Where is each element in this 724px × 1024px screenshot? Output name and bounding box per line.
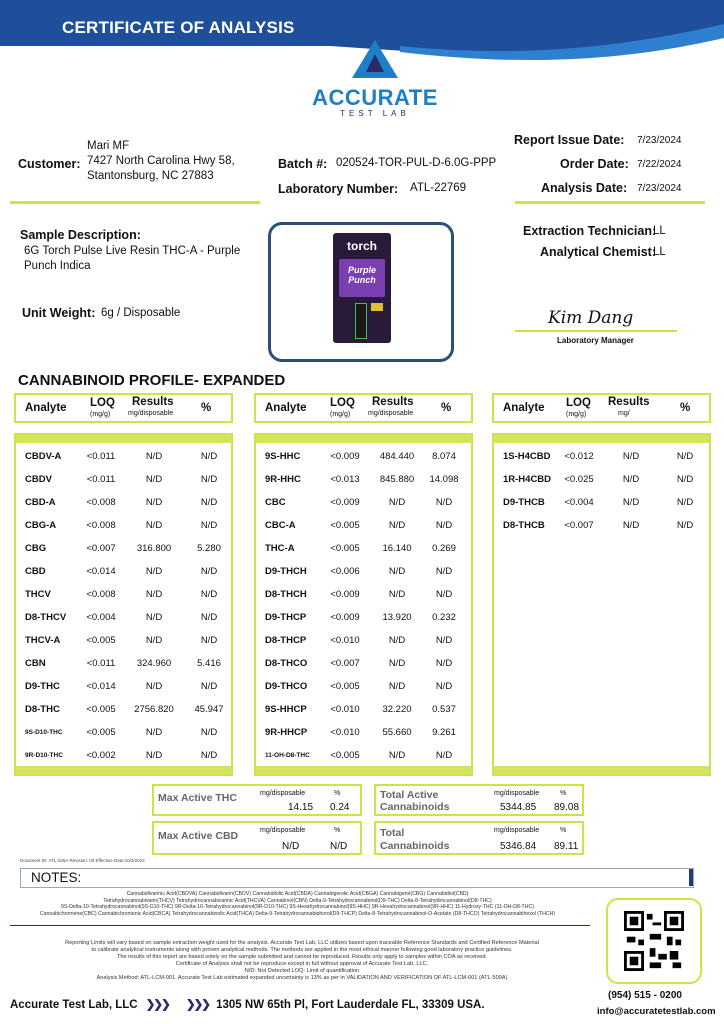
percent-cell: N/D [676,520,694,531]
table-row [494,520,709,536]
disclaimer [10,940,594,982]
table-row [494,474,709,490]
table-row [256,497,471,513]
customer-label: Customer: [18,157,81,171]
analyte-cell: 9R-HHC [265,474,301,485]
product-label-panel [339,259,385,297]
percent-cell: N/D [435,750,453,761]
loq-cell: <0.011 [86,474,116,485]
total-active-label1: Total Active [380,789,439,801]
analyte-cell: CBD-A [25,497,56,508]
total-active-pct-head: % [560,790,567,797]
lab-number-label: Laboratory Number: [278,182,399,196]
percent-cell: 0.269 [432,543,456,554]
table-row [16,474,231,490]
table3-body [492,433,711,776]
analyte-cell: 9R-HHCP [265,727,308,738]
notes-line1: Cannabidivarinic Acid(CBDVA) Cannabidivarin(CBDV) Cannabidiolic Acid(CBDA) Cannabigerolic Acid(CBGA) Cannabigerol(CBG) Cannabidiol(CBD) [126,891,469,897]
result-cell: N/D [145,566,163,577]
table-row [256,750,471,766]
analyte-cell: D8-THCH [265,589,307,600]
max-active-thc-box [152,784,362,816]
sample-description-line2: Punch Indica [24,260,91,272]
analyte-cell: 9S-HHCP [265,704,307,715]
total-active-value: 5344.85 [500,802,537,813]
loq-cell: <0.010 [330,727,360,738]
total-value: 5346.84 [500,841,537,852]
percent-cell: N/D [435,635,453,646]
table-row [256,658,471,674]
percent-cell: N/D [200,451,218,462]
max-active-thc-label: Max Active THC [158,792,237,804]
extraction-tech-value: LL [653,225,666,237]
batch-label: Batch #: [278,157,328,171]
loq-cell: <0.014 [86,566,116,577]
percent-cell: N/D [435,681,453,692]
col-loq-unit: (mg/g) [330,411,351,418]
loq-cell: <0.011 [86,451,116,462]
col-pct: % [441,402,452,414]
loq-cell: <0.009 [330,589,360,600]
percent-cell: N/D [200,497,218,508]
divider-left [10,201,260,204]
table3-header [492,393,711,423]
result-cell: N/D [145,589,163,600]
percent-cell: 14.098 [429,474,459,485]
loq-cell: <0.011 [86,658,116,669]
result-cell: 845.880 [379,474,415,485]
result-cell: N/D [622,451,640,462]
total-pct-head: % [560,827,567,834]
result-cell: 484.440 [379,451,415,462]
analyte-cell: 1S-H4CBD [503,451,551,462]
result-cell: N/D [145,750,163,761]
analyte-cell: CBDV [25,474,52,485]
percent-cell: N/D [200,750,218,761]
table-row [16,681,231,697]
loq-cell: <0.009 [330,497,360,508]
col-loq-unit: (mg/g) [90,411,111,418]
col-loq: LOQ [330,397,355,409]
loq-cell: <0.002 [86,750,116,761]
chemist-value: LL [653,246,666,258]
result-cell: 316.800 [136,543,172,554]
result-cell: 16.140 [382,543,412,554]
sample-description-line1: 6G Torch Pulse Live Resin THC-A - Purple [24,245,241,257]
analyte-cell: 1R-H4CBD [503,474,552,485]
result-cell: 13.920 [382,612,412,623]
loq-cell: <0.010 [330,635,360,646]
footer-address [186,997,485,1011]
table-row [16,704,231,720]
col-results: Results [132,396,174,408]
analyte-cell: CBC [265,497,286,508]
table-row [256,727,471,743]
percent-cell: N/D [435,566,453,577]
col-results-unit: mg/ [618,410,630,417]
table-row [16,750,231,766]
footer-lab-name [10,997,169,1011]
signature-line [515,330,677,332]
percent-cell: N/D [435,658,453,669]
loq-cell: <0.007 [564,520,594,531]
max-thc-unit: mg/disposable [260,790,306,797]
loq-cell: <0.004 [86,612,116,623]
result-cell: N/D [622,474,640,485]
notes-line3: 9S-Delta-10-Tetrahydrocannabinol(9S-D10-THC) 9R-Delta-10-Tetrahydrocannabinol(9R-D10-THC) 9S-Hexahydrocannabinol(9S-HHC) 9R-Hexahydrocannabinol(9R-HHC) 11-Hydroxy-THC (11-OH-D8-THC) [61,904,534,911]
percent-cell: 9.261 [432,727,456,738]
analyte-cell: D9-THCP [265,612,307,623]
result-cell: N/D [388,750,406,761]
loq-cell: <0.007 [86,543,116,554]
table-row [494,497,709,513]
col-loq: LOQ [90,397,115,409]
total-active-unit: mg/disposable [494,790,540,797]
result-cell: N/D [388,635,406,646]
table-row [256,520,471,536]
analyte-cell: CBN [25,658,46,669]
percent-cell: N/D [435,520,453,531]
qr-code-icon [624,911,684,971]
company-logo [300,38,450,123]
analysis-date: 7/23/2024 [637,183,682,194]
analyte-cell: D9-THCH [265,566,307,577]
loq-cell: <0.005 [86,635,116,646]
table-row [16,658,231,674]
total-unit: mg/disposable [494,827,540,834]
result-cell: N/D [388,681,406,692]
loq-cell: <0.005 [330,750,360,761]
chemist-label: Analytical Chemist: [540,245,657,259]
batch-value: 020524-TOR-PUL-D-6.0G-PPP [336,157,497,169]
table-row [256,474,471,490]
table-row [494,451,709,467]
notes-accent-bar [689,869,693,886]
result-cell: N/D [622,520,640,531]
max-cbd-unit: mg/disposable [260,827,306,834]
table-row [256,543,471,559]
result-cell: 324.960 [136,658,172,669]
loq-cell: <0.009 [330,612,360,623]
loq-cell: <0.025 [564,474,594,485]
profile-title: CANNABINOID PROFILE- EXPANDED [18,372,286,389]
result-cell: N/D [145,612,163,623]
disclaimer-line2: to calibrate analytical instruments along with proven analytical methods. The methods are applied in the most ethical manner following good laboratory practice guidelines. [91,947,513,953]
loq-cell: <0.009 [330,451,360,462]
result-cell: N/D [388,520,406,531]
footer-address-text: 1305 NW 65th Pl, Fort Lauderdale FL, 33309 USA. [216,999,485,1011]
col-results-unit: mg/disposable [368,410,414,417]
result-cell: N/D [145,520,163,531]
qr-code-frame[interactable] [606,898,702,984]
loq-cell: <0.010 [330,704,360,715]
notes-line2: Tetrahydrocannabivarin(THCV) Tetrahydrocannabivarinic Acid(THCVA) Cannabinol(CBN) Delta-9-Tetrahydrocannabinol(D9-THC) Delta-8-Tetrahydrocannabinol(D8-THC) [103,897,492,904]
analyte-cell: 11-OH-D8-THC [265,752,310,759]
analyte-cell: D8-THC [25,704,60,715]
percent-cell: 8.074 [432,451,456,462]
table-row [16,451,231,467]
loq-cell: <0.005 [86,704,116,715]
disclaimer-line5: N/D: Not Detected LOQ: Limit of quantification [244,968,360,974]
loq-cell: <0.007 [330,658,360,669]
page-title: CERTIFICATE OF ANALYSIS [62,18,295,37]
result-cell: 2756.820 [134,704,174,715]
report-issue-date: 7/23/2024 [637,135,682,146]
analyte-cell: D9-THC [25,681,60,692]
analyte-cell: D8-THCO [265,658,308,669]
total-cannabinoids-box [374,821,584,855]
logo-subtitle: TEST LAB [340,109,410,118]
sample-description-label: Sample Description: [20,228,141,242]
percent-cell: 45.947 [194,704,224,715]
result-cell: 32.220 [382,704,412,715]
percent-cell: N/D [676,474,694,485]
table-row [16,727,231,743]
analyte-cell: 9S-HHC [265,451,301,462]
col-results-unit: mg/disposable [128,410,174,417]
logo-triangle-icon [350,38,400,80]
percent-cell: N/D [435,497,453,508]
analyte-cell: THCV [25,589,51,600]
notes-divider [10,925,590,926]
order-date: 7/22/2024 [637,159,682,170]
analyte-cell: D8-THCP [265,635,307,646]
col-results: Results [608,396,650,408]
customer-address2: Stantonsburg, NC 27883 [87,170,214,182]
extraction-tech-label: Extraction Technician: [523,224,657,238]
percent-cell: 0.232 [432,612,456,623]
logo-name: ACCURATE [312,85,438,110]
loq-cell: <0.008 [86,497,116,508]
result-cell: N/D [145,681,163,692]
notes-abbreviations [10,891,585,917]
max-active-cbd-label: Max Active CBD [158,830,239,842]
percent-cell: N/D [200,635,218,646]
total-active-label2: Cannabinoids [380,801,450,813]
loq-cell: <0.005 [86,727,116,738]
loq-cell: <0.014 [86,681,116,692]
col-loq-unit: (mg/g) [566,411,587,418]
analyte-cell: THC-A [265,543,295,554]
max-active-cbd-box [152,821,362,855]
disclaimer-line1: Reporting Limits will vary based on sample extraction weight used for the analysis. Accurate Test Lab, LLC utilizes based upon traceable Reference Standards and Certified Reference Material [65,940,539,946]
table1-body [14,433,233,776]
product-flavor2: Punch [348,275,376,285]
percent-cell: N/D [200,589,218,600]
max-active-thc-pct: 0.24 [330,802,350,813]
result-cell: 55.660 [382,727,412,738]
percent-cell: N/D [200,681,218,692]
percent-cell: 5.416 [197,658,221,669]
analysis-date-label: Analysis Date: [541,181,628,195]
percent-cell: 0.537 [432,704,456,715]
chevron-right-icon: ❯❯❯ [145,999,169,1011]
table2-body [254,433,473,776]
order-date-label: Order Date: [560,157,629,171]
unit-weight-value: 6g / Disposable [101,307,181,319]
unit-weight-label: Unit Weight: [22,306,96,320]
table-row [16,612,231,628]
product-photo [268,222,454,362]
table-row [16,566,231,582]
loq-cell: <0.008 [86,520,116,531]
result-cell: N/D [388,566,406,577]
analyte-cell: D9-THCO [265,681,308,692]
col-analyte: Analyte [503,402,545,414]
product-badge [371,303,383,311]
table-row [16,520,231,536]
analyte-cell: THCV-A [25,635,61,646]
analyte-cell: 9R-D10-THC [25,752,63,759]
document-info: Document ID: ATL-226A Revision: 03 Effective Date:10/3/2023 [20,858,145,863]
table-row [256,451,471,467]
result-cell: N/D [145,474,163,485]
product-box [333,233,391,343]
product-brand: torch [347,239,377,253]
loq-cell: <0.004 [564,497,594,508]
result-cell: N/D [388,658,406,669]
product-device [355,303,367,339]
col-analyte: Analyte [265,402,307,414]
max-thc-pct-head: % [334,790,341,797]
max-active-thc-value: 14.15 [288,802,314,813]
total-pct: 89.11 [554,841,579,852]
lab-number-value: ATL-22769 [410,182,467,194]
report-issue-label: Report Issue Date: [514,133,625,147]
loq-cell: <0.005 [330,681,360,692]
table-row [16,543,231,559]
table2-header [254,393,473,423]
footer-email[interactable]: info@accuratetestlab.com [597,1006,716,1017]
footer-lab-text: Accurate Test Lab, LLC [10,999,138,1011]
result-cell: N/D [622,497,640,508]
percent-cell: 5.280 [197,543,221,554]
table-row [256,589,471,605]
percent-cell: N/D [200,566,218,577]
notes-line4: Cannabichromene(CBC) Cannabichromenic Acid(CBCA) Tetrahydrocannabinolic Acid(THCA) Delta-9-Tetrahydrocannabiphorol(D9-THCP) Delta-8-Tetrahydrocannabinol-O-Acetate (D8-THCO) Tetrahydrocannabihexol (THCH) [39,910,556,917]
analyte-cell: CBD [25,566,46,577]
analyte-cell: CBG [25,543,47,554]
manager-label: Laboratory Manager [557,336,634,345]
loq-cell: <0.008 [86,589,116,600]
disclaimer-line3: The results of this report are based solely on the sample submitted and cannot be reproduced. Results only apply to samples within COA as received. [116,954,487,960]
table1-header [14,393,233,423]
loq-cell: <0.012 [564,451,594,462]
table-row [256,612,471,628]
total-active-box [374,784,584,816]
footer-phone[interactable]: (954) 515 - 0200 [608,990,682,1001]
analyte-cell: D9-THCB [503,497,545,508]
table-row [16,589,231,605]
table-row [16,497,231,513]
percent-cell: N/D [676,497,694,508]
col-loq: LOQ [566,397,591,409]
analyte-cell: D8-THCV [25,612,67,623]
result-cell: N/D [145,635,163,646]
manager-signature: Kim Dang [548,308,634,328]
loq-cell: <0.005 [330,543,360,554]
result-cell: N/D [388,589,406,600]
percent-cell: N/D [200,612,218,623]
table-row [256,566,471,582]
percent-cell: N/D [200,474,218,485]
table-row [256,635,471,651]
col-pct: % [680,402,691,414]
notes-box [20,868,694,888]
loq-cell: <0.005 [330,520,360,531]
disclaimer-line4: Certificate of Analysis shall not be reproduce except in full without approval of Accurate Test Lab, LLC. [175,961,429,967]
chevron-right-icon: ❯❯❯ [186,999,209,1011]
loq-cell: <0.013 [330,474,360,485]
total-active-pct: 89.08 [554,802,580,813]
analyte-cell: D8-THCB [503,520,545,531]
result-cell: N/D [145,451,163,462]
disclaimer-line6: Analysis Method: ATL-LCM-001. Accurate Test Lab estimated expanded uncertainty is 13% as per in VALIDATION AND VERIFICATION OF ATL-LCM-001 (ATL-500A) [96,975,508,981]
max-active-cbd-value: N/D [282,841,300,852]
analyte-cell: CBC-A [265,520,296,531]
col-pct: % [201,402,212,414]
max-cbd-pct-head: % [334,827,341,834]
col-analyte: Analyte [25,402,67,414]
result-cell: N/D [145,727,163,738]
percent-cell: N/D [200,727,218,738]
customer-name: Mari MF [87,140,130,152]
analyte-cell: 9S-D10-THC [25,729,63,736]
table-row [16,635,231,651]
product-flavor1: Purple [347,265,376,275]
percent-cell: N/D [676,451,694,462]
total-label1: Total [380,827,405,839]
loq-cell: <0.006 [330,566,360,577]
max-active-cbd-pct: N/D [330,841,348,852]
result-cell: N/D [145,497,163,508]
col-results: Results [372,396,414,408]
customer-address1: 7427 North Carolina Hwy 58, [87,155,235,167]
percent-cell: N/D [200,520,218,531]
total-label2: Cannabinoids [380,840,450,852]
divider-right [515,201,705,204]
analyte-cell: CBG-A [25,520,57,531]
percent-cell: N/D [435,589,453,600]
analyte-cell: CBDV-A [25,451,62,462]
result-cell: N/D [388,497,406,508]
table-row [256,704,471,720]
notes-title: NOTES: [31,870,82,885]
table-row [256,681,471,697]
